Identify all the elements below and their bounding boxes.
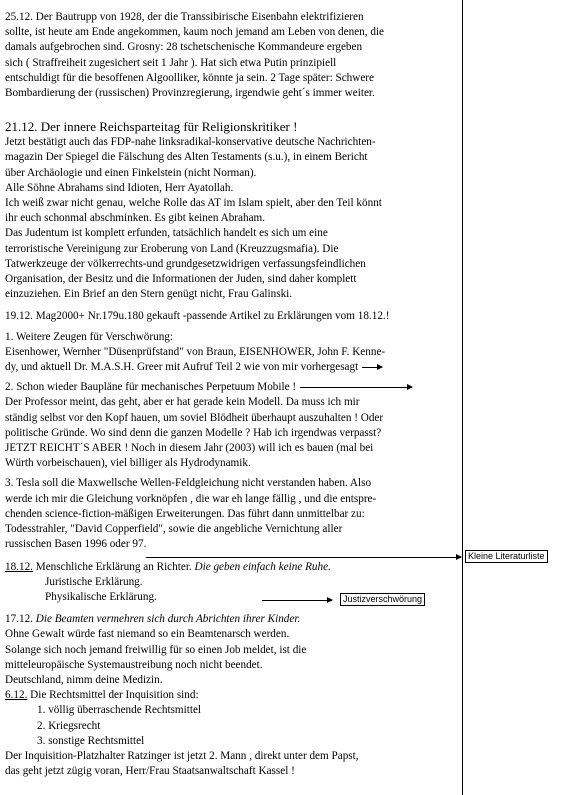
italic-remark: Die geben einfach keine Ruhe. — [194, 560, 331, 573]
text-line-content: dy, und aktuell Dr. M.A.S.H. Greer mit Aufruf Teil 2 wie von mir vorhergesagt — [5, 361, 359, 374]
text-line: terroristische Vereinigung zur Eroberung von Land (Kreuzzugsmafia). Die — [5, 242, 339, 255]
text-line: Tatwerkzeuge der völkerrechts-und grundgesetzwidrigen verfassungsfeindlichen — [5, 257, 366, 270]
text-line: mitteleuropäische Systemaustreibung noch nicht beendet. — [5, 658, 263, 671]
text-line: Jetzt bestätigt auch das FDP-nahe linksradikal-konservative deutsche Nachrichten- — [5, 136, 376, 149]
text-line: chenden science-fiction-mäßigen Erweiterungen. Das führt dann unmittelbar zu: — [5, 507, 365, 520]
text-line: Deutschland, nimm deine Medizin. — [5, 673, 163, 686]
entry-date: 18.12. — [5, 560, 33, 573]
text-line: damals aufgebrochen sind. Grosny: 28 tschetschenische Kommandeure ergeben — [5, 41, 363, 54]
text-line: russischen Basen 1996 oder 97. — [5, 538, 147, 551]
text-line: das geht jetzt zügig voran, Herr/Frau Staatsanwaltschaft Kassel ! — [5, 765, 295, 778]
text-line: ständig selbst vor den Kopf hauen, um soviel Blödheit überhaupt auszuhalten ! Oder — [5, 411, 384, 424]
text-line: Das Judentum ist komplett erfunden, tatsächlich handelt es sich um eine — [5, 227, 328, 240]
text-line: sich ( Straffreiheit zugesichert seit 1 Jahr ). Hat sich etwa Putin prinzipiell — [5, 56, 337, 69]
text-line-content: Menschliche Erklärung an Richter. — [32, 560, 195, 573]
sub-item: Physikalische Erklärung. — [45, 590, 157, 603]
text-line — [5, 612, 461, 627]
text-line-content: 2. Schon wieder Baupläne für mechanisches Perpetuum Mobile ! — [5, 381, 297, 394]
text-line: Der Inquisition-Platzhalter Ratzinger ist jetzt 2. Mann , direkt unter dem Papst, — [5, 749, 359, 762]
text-line: politische Gründe. Wo sind denn die ganzen Modelle ? Hab ich irgendwas verpasst? — [5, 426, 382, 439]
text-line: ihr euch schonmal abschminken. Es gibt keinen Abraham. — [5, 212, 266, 225]
text-line: Alle Söhne Abrahams sind Idioten, Herr Ayatollah. — [5, 181, 234, 194]
text-line: entschuldigt für die besoffenen Algoolliker, könnte ja sein. 2 Tage später: Schwere — [5, 71, 374, 84]
text-line — [5, 380, 461, 395]
text-line: Würth vorbeischauen), viel billiger als Hydrodynamik. — [5, 457, 251, 470]
list-item: 1. völlig überraschende Rechtsmittel — [37, 704, 202, 717]
entry-date: 17.12. — [5, 613, 36, 626]
tag-justizverschwoerung[interactable]: Justizverschwörung — [340, 593, 425, 606]
entry-heading: 21.12. Der innere Reichsparteitag für Religionskritiker ! — [5, 119, 298, 135]
entry-6-12 — [5, 688, 461, 779]
entry-25-12 — [5, 10, 461, 101]
entry-intro: 19.12. Mag2000+ Nr.179u.180 gekauft -passende Artikel zu Erklärungen vom 18.12.! — [5, 310, 390, 323]
italic-remark: Die Beamten vermehren sich durch Abrichten ihrer Kinder. — [35, 613, 301, 626]
text-line: werde ich mir die Gleichung vorknöpfen , die war eh lange fällig , und die entspre- — [5, 492, 377, 505]
text-line-content: Die Rechtsmittel der Inquisition sind: — [27, 689, 199, 702]
text-line: Todesstrahler, "David Copperfield", sowie die angebliche Vernichtung aller — [5, 523, 343, 536]
text-line: 1. Weitere Zeugen für Verschwörung: — [5, 330, 173, 343]
list-item: 3. sonstige Rechtsmittel — [37, 734, 145, 747]
text-line: über Archäologie und einen Finkelstein (nicht Norman). — [5, 166, 257, 179]
entry-21-12 — [5, 119, 461, 302]
arrow-icon — [146, 557, 461, 558]
arrow-icon — [300, 387, 412, 388]
sub-item: Juristische Erklärung. — [45, 575, 143, 588]
entry-19-12 — [5, 309, 461, 552]
text-line: Ich weiß zwar nicht genau, welche Rolle das AT im Islam spielt, aber den Teil könnt — [5, 197, 382, 210]
text-line: sollte, ist heute am Ende angekommen, kaum noch jemand am Leben von denen, die — [5, 26, 385, 39]
text-line: magazin Der Spiegel die Fälschung des Alten Testaments (s.u.), in einem Bericht — [5, 151, 368, 164]
list-item: 2. Kriegsrecht — [37, 719, 101, 732]
text-line: Solange sich noch jemand freiwillig für so einen Job meldet, ist die — [5, 643, 307, 656]
entry-17-12 — [5, 612, 461, 688]
text-line — [5, 360, 461, 375]
margin-rule — [462, 0, 463, 795]
text-line — [5, 560, 461, 575]
text-line: einzuziehen. Ein Brief an den Stern genügt nicht, Frau Galinski. — [5, 288, 293, 301]
side-label-literaturliste[interactable]: Kleine Literaturliste — [465, 550, 548, 563]
entry-date: 6.12. — [5, 689, 28, 702]
arrow-icon — [362, 367, 382, 368]
text-line: 3. Tesla soll die Maxwellsche Wellen-Feldgleichung nicht verstanden haben. Also — [5, 477, 372, 490]
text-line: Bombardierung der (russischen) Provinzregierung, irgendwie geht´s immer weiter. — [5, 87, 375, 100]
text-line: Der Professor meint, das geht, aber er hat gerade kein Modell. Da muss ich mir — [5, 396, 360, 409]
text-line: JETZT REICHT´S ABER ! Noch in diesem Jahr (2003) will ich es bauen (mal bei — [5, 442, 374, 455]
text-line — [5, 688, 461, 703]
text-line: 25.12. Der Bautrupp von 1928, der die Transsibirische Eisenbahn elektrifizieren — [5, 11, 364, 23]
text-line: Ohne Gewalt würde fast niemand so ein Beamtenarsch werden. — [5, 628, 290, 641]
arrow-icon — [262, 600, 332, 601]
text-line: Organisation, der Besitz und die Informationen der Juden, sind daher komplett — [5, 273, 357, 286]
document-body — [5, 10, 461, 779]
text-line: Eisenhower, Wernher "Düsenprüfstand" von Braun, EISENHOWER, John F. Kenne- — [5, 345, 386, 358]
